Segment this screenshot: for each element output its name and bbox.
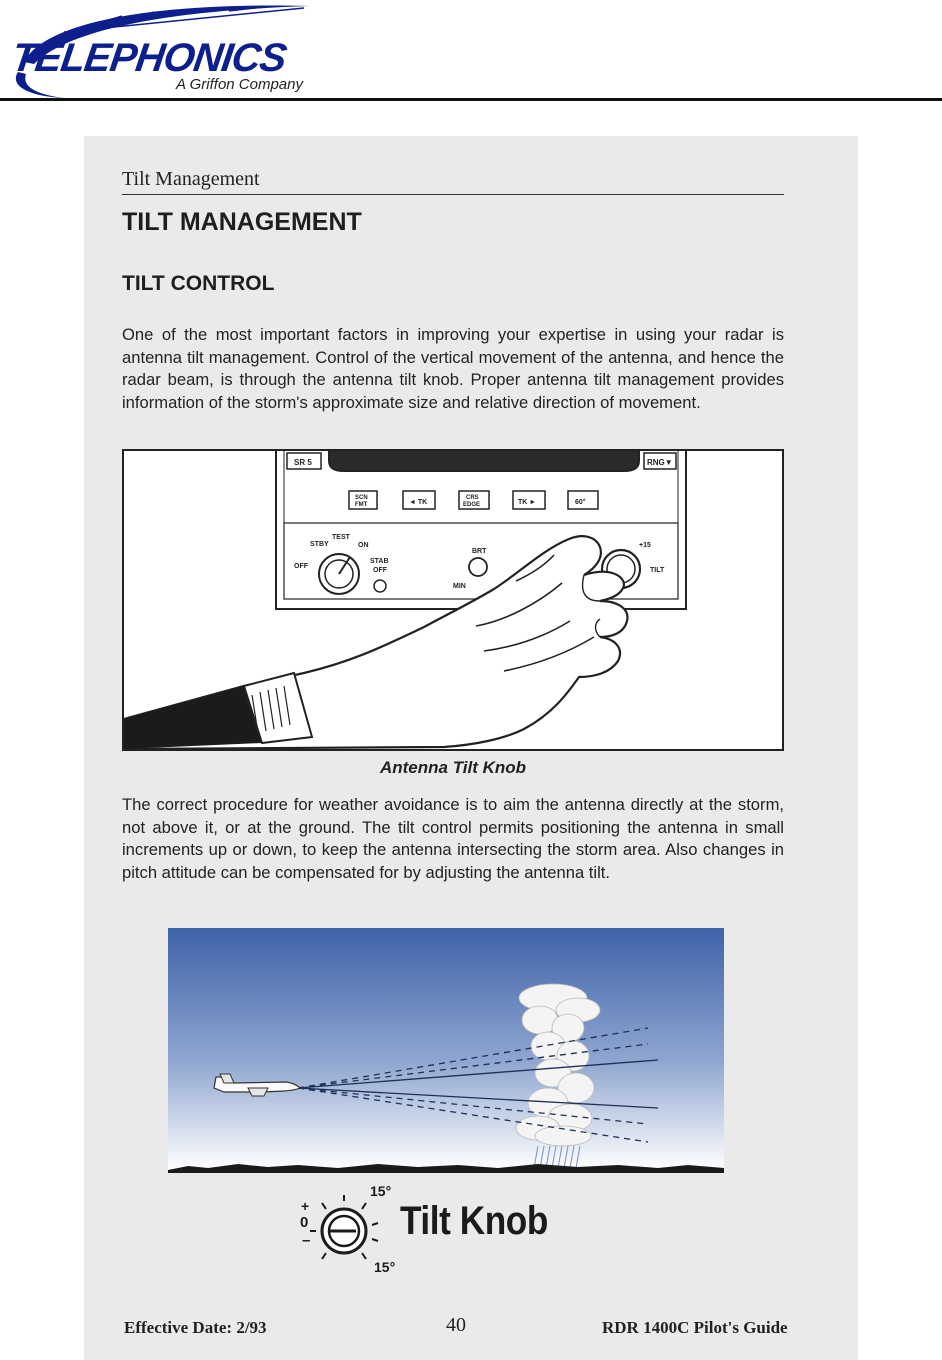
crs-edge-label-1: CRS [466,495,479,501]
stab-label: STAB [370,558,389,565]
document-header [0,0,942,101]
test-label: TEST [332,534,350,541]
off-label: OFF [294,563,308,570]
knob-bottom-value: 15° [374,1259,396,1275]
knob-top-value: 15° [370,1183,392,1199]
page-title: TILT MANAGEMENT [122,208,362,236]
crs-edge-label-2: EDGE [463,502,481,508]
logo-wordmark: TELEPHONICS [8,36,289,80]
section-heading: TILT CONTROL [122,272,275,295]
plus15-label: +15 [639,542,651,549]
tk-left-label: ◄ TK [409,499,428,506]
stab-off-label: OFF [373,567,387,574]
logo-subtitle: A Griffon Company [176,76,303,93]
tilt-label: TILT [650,567,665,574]
radar-beam-storm-figure [168,928,724,1173]
rng-button-label: RNG▼ [647,458,673,467]
knob-plus-mark: + [301,1198,310,1214]
sixty-degree-label: 60° [575,499,586,506]
stby-label: STBY [310,541,329,548]
manual-page [84,136,858,1360]
running-head-rule [122,194,784,195]
knob-zero-mark: 0 [300,1214,309,1231]
tilt-knob-legend [294,1181,574,1281]
on-label: ON [358,542,369,549]
scn-fmt-label-2: FMT [355,502,368,508]
storm-beam-illustration [168,928,724,1173]
sr-button-label: SR 5 [294,458,312,467]
footer-guide-title: RDR 1400C Pilot's Guide [602,1318,788,1337]
paragraph-weather-avoidance: The correct procedure for weather avoidance is to aim the antenna directly at the storm, not above it, or at the ground. The tilt control permits positioning the antenna in small increments up or down, to keep the antenna intersecting the storm area. Also changes in pitch attitude can be compensated for by adjusting the antenna tilt. [122,795,784,882]
scn-fmt-label-1: SCN [355,495,368,501]
knob-minus-mark: – [302,1232,311,1249]
paragraph-tilt-intro: One of the most important factors in improving your expertise in using your radar is antenna tilt management. Control of the vertical movement of the antenna, and hence the radar beam, is through the antenna tilt knob. Proper antenna tilt management provides information of the storm's approximate size and relative direction of movement. [122,325,784,412]
header-rule [0,98,942,101]
tk-right-label: TK ► [518,499,537,506]
antenna-tilt-knob-figure [122,449,784,751]
running-head: Tilt Management [122,168,260,190]
tilt-knob-label: Tilt Knob [400,1199,548,1243]
min-label: MIN [453,583,466,590]
footer-effective-date: Effective Date: 2/93 [124,1318,267,1337]
figure-caption: Antenna Tilt Knob [379,758,527,777]
page-number: 40 [446,1314,466,1336]
brt-label: BRT [472,548,487,555]
radar-panel-illustration [124,451,782,749]
